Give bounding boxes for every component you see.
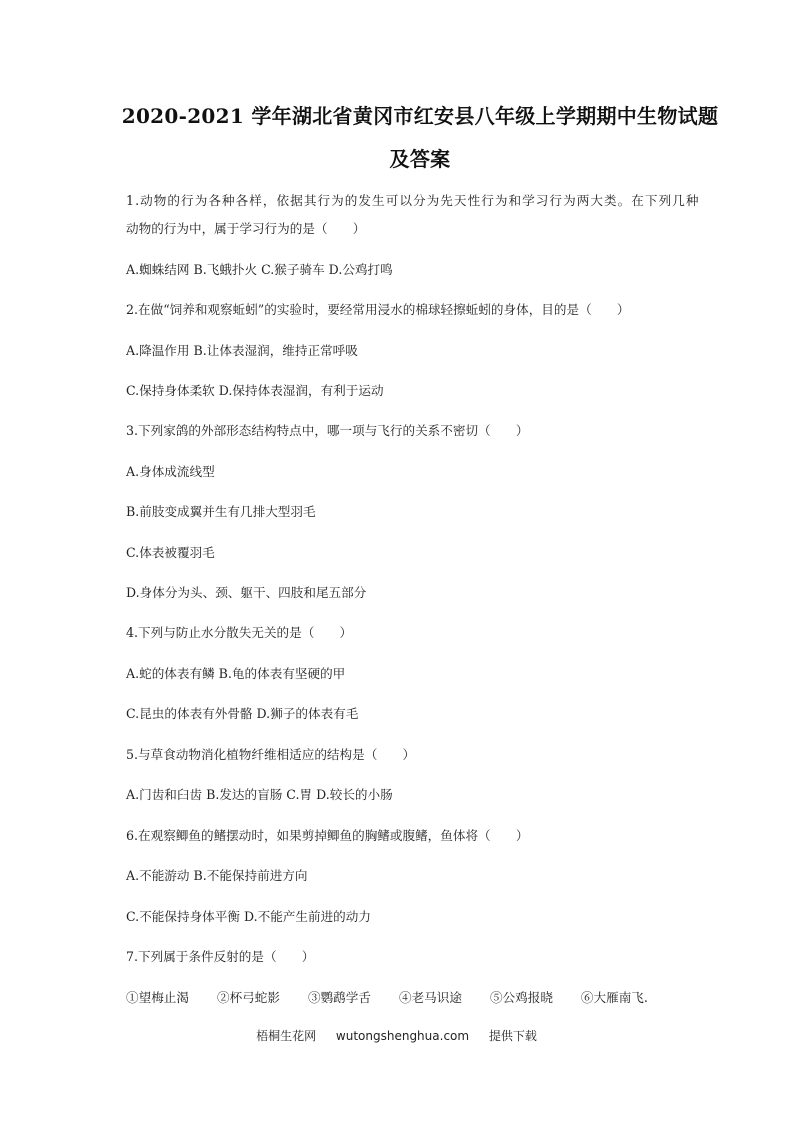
question-7-item-2: ②杯弓蛇影 — [216, 990, 280, 1005]
question-3-option-d: D.身体分为头、颈、躯干、四肢和尾五部分 — [126, 585, 367, 600]
question-7-item-3: ③鹦鹉学舌 — [307, 990, 371, 1005]
question-5-stem: 5.与草食动物消化植物纤维相适应的结构是（ ） — [126, 747, 416, 762]
question-1-stem-line1: 1.动物的行为各种各样，依据其行为的发生可以分为先天性行为和学习行为两大类。在下列几种 — [126, 193, 700, 208]
question-6-stem: 6.在观察鲫鱼的鳍摆动时，如果剪掉鲫鱼的胸鳍或腹鳍，鱼体将（ ） — [126, 828, 529, 843]
question-2-stem: 2.在做“饲养和观察蚯蚓”的实验时，要经常用浸水的棉球轻擦蚯蚓的身体，目的是（ ） — [126, 302, 630, 317]
footer-url: wutongshenghua.com — [335, 1029, 470, 1043]
question-3-option-c: C.体表被覆羽毛 — [126, 545, 215, 560]
question-2-options-line2: C.保持身体柔软 D.保持体表湿润，有利于运动 — [126, 383, 384, 398]
question-6-options-line1: A.不能游动 B.不能保持前进方向 — [126, 868, 308, 883]
question-5-options: A.门齿和臼齿 B.发达的盲肠 C.胃 D.较长的小肠 — [126, 787, 393, 802]
question-7-stem: 7.下列属于条件反射的是（ ） — [126, 949, 315, 964]
document-title-line2: 及答案 — [389, 147, 451, 171]
question-4-options-line2: C.昆虫的体表有外骨骼 D.狮子的体表有毛 — [126, 706, 359, 721]
question-7-item-6: ⑥大雁南飞. — [580, 990, 648, 1005]
question-4-stem: 4.下列与防止水分散失无关的是（ ） — [126, 625, 353, 640]
footer-suffix: 提供下载 — [488, 1029, 537, 1043]
question-4-options-line1: A.蛇的体表有鳞 B.龟的体表有坚硬的甲 — [126, 666, 346, 681]
page-footer — [0, 1027, 793, 1044]
question-7-item-4: ④老马识途 — [398, 990, 462, 1005]
question-3-option-a: A.身体成流线型 — [126, 464, 215, 479]
question-7-item-5: ⑤公鸡报晓 — [489, 990, 553, 1005]
question-2-options-line1: A.降温作用 B.让体表湿润，维持正常呼吸 — [126, 343, 358, 358]
question-6-options-line2: C.不能保持身体平衡 D.不能产生前进的动力 — [126, 909, 371, 924]
question-3-option-b: B.前肢变成翼并生有几排大型羽毛 — [126, 504, 316, 519]
document-title-line1: 2020-2021 学年湖北省黄冈市红安县八年级上学期期中生物试题 — [121, 104, 719, 128]
question-1-options: A.蜘蛛结网 B.飞蛾扑火 C.猴子骑车 D.公鸡打鸣 — [126, 262, 393, 277]
question-1-stem-line2: 动物的行为中，属于学习行为的是（ ） — [126, 221, 366, 236]
footer-site-name: 梧桐生花网 — [256, 1029, 317, 1043]
question-7-item-1: ①望梅止渴 — [126, 990, 189, 1005]
question-3-stem: 3.下列家鸽的外部形态结构特点中，哪一项与飞行的关系不密切（ ） — [126, 423, 529, 438]
question-7-items — [126, 990, 726, 1006]
